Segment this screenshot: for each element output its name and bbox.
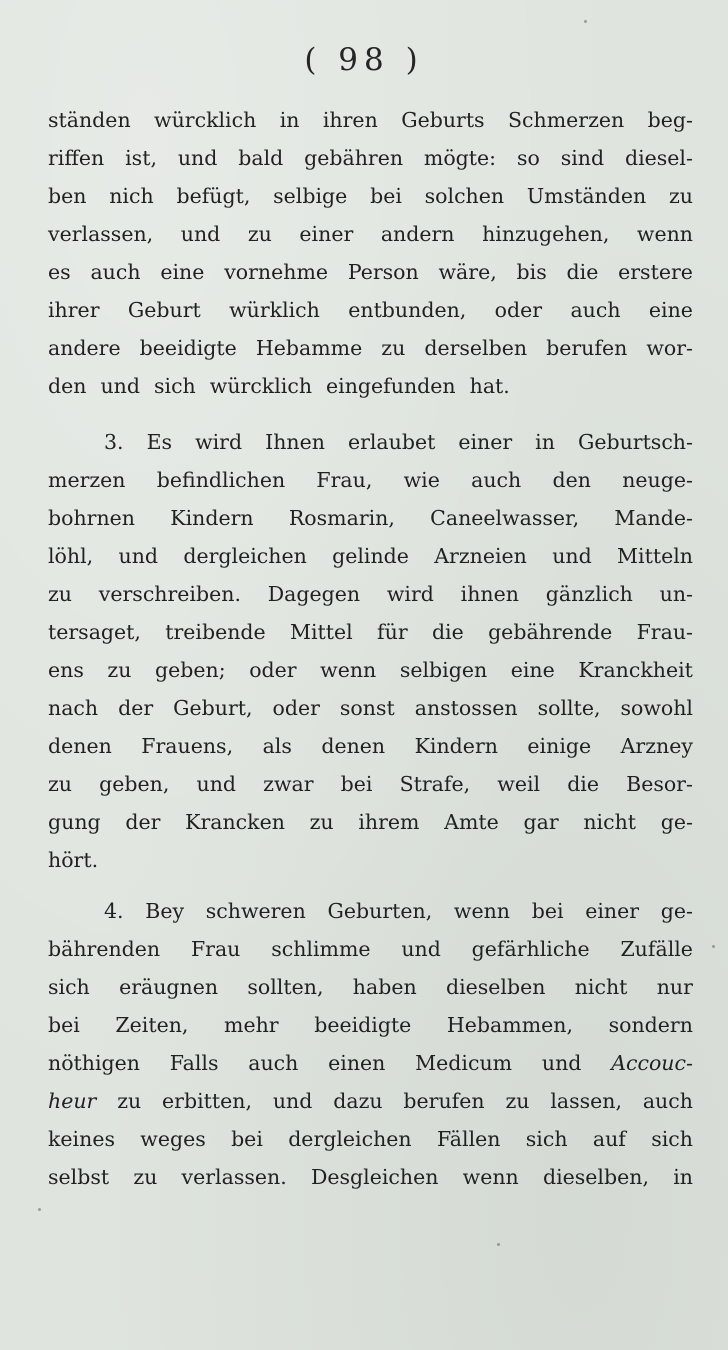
word: verlassen, — [48, 222, 154, 246]
word: verlassen. — [181, 1165, 287, 1189]
text-line — [48, 329, 693, 367]
word: und — [177, 146, 218, 170]
word: Kindern — [170, 506, 254, 530]
word: zu — [668, 184, 693, 208]
word: zwar — [263, 772, 314, 796]
word: mögte: — [423, 146, 497, 170]
word: Geburtsch- — [577, 430, 693, 454]
word: merzen — [48, 468, 126, 492]
word: Caneelwasser, — [430, 506, 580, 530]
text-line — [48, 765, 693, 803]
word: andere — [48, 336, 121, 360]
word: Desgleichen — [310, 1165, 439, 1189]
word: dazu — [333, 1089, 383, 1113]
word: und — [272, 1089, 313, 1113]
word: selbigen — [399, 658, 488, 682]
text-line — [48, 177, 693, 215]
word: tersaget, — [48, 620, 141, 644]
word: weil — [497, 772, 541, 796]
paper-speck — [584, 20, 587, 23]
word: keines — [48, 1127, 115, 1151]
word: denen — [321, 734, 386, 758]
word: Hebamme — [255, 336, 363, 360]
word: und — [118, 544, 159, 568]
word: einige — [527, 734, 592, 758]
word: als — [262, 734, 292, 758]
text-line — [48, 423, 693, 461]
word: ihren — [322, 108, 378, 132]
word: Ihnen — [265, 430, 325, 454]
word: erlaubet — [347, 430, 436, 454]
word: nich — [109, 184, 154, 208]
word: ge- — [660, 899, 693, 923]
word: Medicum — [415, 1051, 513, 1075]
word: sollte, — [537, 696, 601, 720]
word: der — [125, 810, 161, 834]
word: der — [118, 696, 154, 720]
word: sollten, — [247, 975, 324, 999]
word: nur — [656, 975, 693, 999]
word: und — [100, 374, 140, 398]
text-line — [48, 101, 693, 139]
word: ge- — [660, 810, 693, 834]
word: und — [541, 1051, 582, 1075]
word: dieselben — [445, 975, 546, 999]
word: löhl, — [48, 544, 94, 568]
word: Strafe, — [399, 772, 471, 796]
word: neuge- — [622, 468, 693, 492]
word: ihrer — [48, 298, 100, 322]
word: weges — [140, 1127, 206, 1151]
word: die — [567, 772, 599, 796]
word: zu — [48, 772, 73, 796]
word: sich — [48, 975, 90, 999]
word: geben; — [155, 658, 226, 682]
word: es — [48, 260, 71, 284]
word: wie — [403, 468, 440, 492]
word: selbige — [273, 184, 348, 208]
word: Zeiten, — [115, 1013, 189, 1037]
word: Person — [347, 260, 419, 284]
word: beeidigte — [139, 336, 237, 360]
word: gänzlich — [545, 582, 633, 606]
word: auch — [90, 260, 141, 284]
word: treibende — [165, 620, 266, 644]
word: beeidigte — [314, 1013, 412, 1037]
word: Geburt, — [173, 696, 253, 720]
word: wenn — [462, 1165, 519, 1189]
word: zu — [309, 810, 334, 834]
word: sich — [154, 374, 196, 398]
word: auch — [248, 1051, 299, 1075]
word: die — [431, 620, 464, 644]
word: Fällen — [436, 1127, 501, 1151]
word: ständen — [48, 108, 131, 132]
word: gebähren — [304, 146, 404, 170]
word: wenn — [320, 658, 377, 682]
text-line — [48, 651, 693, 689]
word: Frauens, — [141, 734, 234, 758]
word: Amte — [444, 810, 499, 834]
word: Arzneien — [434, 544, 527, 568]
word: Geburten, — [327, 899, 433, 923]
word: Mittel — [290, 620, 353, 644]
word: Arzney — [620, 734, 693, 758]
text-line — [48, 892, 693, 930]
text-line — [48, 1120, 693, 1158]
word: befindlichen — [156, 468, 286, 492]
text-line — [48, 1082, 693, 1120]
word: Hebammen, — [446, 1013, 574, 1037]
word: nach — [48, 696, 99, 720]
word: ben — [48, 184, 87, 208]
word: berufen — [403, 1089, 485, 1113]
text-line — [48, 689, 693, 727]
word: geben, — [99, 772, 170, 796]
text-line — [48, 537, 693, 575]
paper-speck — [38, 1208, 41, 1211]
word: hat. — [469, 374, 510, 398]
word: den — [48, 374, 87, 398]
word: oder — [494, 298, 543, 322]
word: anstossen — [414, 696, 518, 720]
word: nicht — [583, 810, 637, 834]
word: auch — [471, 468, 522, 492]
text-line — [48, 461, 693, 499]
word: bis — [516, 260, 547, 284]
word: dergleichen — [288, 1127, 412, 1151]
word: eine — [510, 658, 555, 682]
word: mehr — [224, 1013, 279, 1037]
word: dergleichen — [183, 544, 307, 568]
word: einer — [299, 222, 354, 246]
word: auf — [592, 1127, 626, 1151]
word: wenn — [636, 222, 693, 246]
word: auch — [570, 298, 621, 322]
word: Kranckheit — [578, 658, 693, 682]
word: diesel- — [624, 146, 693, 170]
word: einen — [328, 1051, 386, 1075]
word: befügt, — [176, 184, 251, 208]
word: zu — [107, 658, 132, 682]
text-line — [48, 367, 693, 405]
word: bährenden — [48, 937, 161, 961]
word: hinzugehen, — [482, 222, 610, 246]
word: in — [279, 108, 300, 132]
italic-word: heur — [48, 1089, 97, 1113]
word: Dagegen — [267, 582, 361, 606]
word: Geburts — [401, 108, 485, 132]
word: wäre, — [438, 260, 497, 284]
text-line — [48, 1158, 693, 1196]
word: und — [401, 937, 441, 961]
word: zu — [247, 222, 272, 246]
word: oder — [249, 658, 297, 682]
word: eräugnen — [119, 975, 219, 999]
word: Bey — [145, 899, 185, 923]
word: wird — [386, 582, 434, 606]
word: auch — [642, 1089, 693, 1113]
paragraph-continuation — [48, 101, 693, 405]
word: andern — [380, 222, 455, 246]
paper-speck — [712, 945, 715, 948]
word: den — [552, 468, 591, 492]
word: wor- — [646, 336, 693, 360]
word: würklich — [229, 298, 320, 322]
text-line — [48, 1044, 693, 1082]
word: ens — [48, 658, 84, 682]
word: zu — [505, 1089, 530, 1113]
section-number: 4. — [104, 899, 124, 923]
word: oder — [272, 696, 320, 720]
word: zu — [381, 336, 406, 360]
word: beg- — [647, 108, 693, 132]
word: bei — [531, 899, 564, 923]
paragraph-section-3 — [48, 423, 693, 879]
word: selbst — [48, 1165, 110, 1189]
word: erstere — [618, 260, 693, 284]
word: wird — [195, 430, 243, 454]
word: und — [180, 222, 221, 246]
word: eine — [648, 298, 693, 322]
word: entbunden, — [348, 298, 467, 322]
word: Mitteln — [617, 544, 693, 568]
word: schlimme — [271, 937, 371, 961]
word: berufen — [546, 336, 628, 360]
text-line — [48, 215, 693, 253]
word: ihnen — [460, 582, 519, 606]
word: und — [552, 544, 592, 568]
word: in — [535, 430, 555, 454]
word: denen — [48, 734, 112, 758]
word: sich — [651, 1127, 693, 1151]
word: gelinde — [332, 544, 409, 568]
text-line — [48, 253, 693, 291]
page-number: ( 98 ) — [304, 42, 424, 78]
word: Krancken — [185, 810, 285, 834]
word: sonst — [339, 696, 395, 720]
word: sich — [525, 1127, 568, 1151]
word: einer — [585, 899, 640, 923]
text-line — [48, 968, 693, 1006]
word: schweren — [205, 899, 306, 923]
word: Frau — [190, 937, 241, 961]
text-line — [48, 841, 693, 879]
text-line — [48, 291, 693, 329]
word: gefärhliche — [471, 937, 590, 961]
word: bei — [340, 772, 373, 796]
word: Es — [146, 430, 173, 454]
text-line — [48, 499, 693, 537]
word: eingefunden — [326, 374, 456, 398]
word: gung — [48, 810, 101, 834]
word: Frau- — [636, 620, 693, 644]
word: Rosmarin, — [288, 506, 395, 530]
word: un- — [659, 582, 693, 606]
word: wenn — [453, 899, 511, 923]
word: gar — [523, 810, 559, 834]
word: sind — [560, 146, 605, 170]
word: hört. — [48, 848, 99, 872]
word: und — [196, 772, 237, 796]
word: die — [566, 260, 599, 284]
word: Frau, — [316, 468, 373, 492]
word: bei — [48, 1013, 80, 1037]
text-line — [48, 613, 693, 651]
word: so — [516, 146, 540, 170]
word: Zufälle — [620, 937, 693, 961]
text-line — [48, 930, 693, 968]
text-line — [48, 575, 693, 613]
word: dieselben, — [542, 1165, 649, 1189]
section-number: 3. — [104, 430, 124, 454]
word: bald — [238, 146, 284, 170]
word: sondern — [608, 1013, 693, 1037]
word: zu — [48, 582, 73, 606]
word: eine — [160, 260, 205, 284]
word: lassen, — [550, 1089, 622, 1113]
word: ihrem — [358, 810, 420, 834]
word: bohrnen — [48, 506, 136, 530]
word: ist, — [125, 146, 157, 170]
text-line — [48, 139, 693, 177]
word: Geburt — [127, 298, 201, 322]
word: zu — [117, 1089, 142, 1113]
word: bei — [231, 1127, 263, 1151]
word: für — [377, 620, 408, 644]
word: sowohl — [620, 696, 693, 720]
word: nöthigen — [48, 1051, 140, 1075]
word: verschreiben. — [98, 582, 241, 606]
word: erbitten, — [162, 1089, 252, 1113]
word: Mande- — [614, 506, 693, 530]
word: bei — [370, 184, 402, 208]
word: haben — [352, 975, 417, 999]
word: würcklich — [209, 374, 313, 398]
word: in — [673, 1165, 693, 1189]
paper-speck — [497, 1243, 500, 1246]
text-line — [48, 727, 693, 765]
word: Schmerzen — [508, 108, 625, 132]
word: riffen — [48, 146, 105, 170]
word: solchen — [424, 184, 505, 208]
word: nicht — [574, 975, 628, 999]
word: Umständen — [526, 184, 647, 208]
word: Falls — [169, 1051, 219, 1075]
paragraph-section-4 — [48, 892, 693, 1196]
text-line — [48, 803, 693, 841]
word: zu — [133, 1165, 158, 1189]
word: vornehme — [224, 260, 329, 284]
word: Kindern — [414, 734, 498, 758]
word: Besor- — [626, 772, 693, 796]
word: würcklich — [154, 108, 257, 132]
italic-word: Accouc- — [611, 1051, 693, 1075]
word: derselben — [424, 336, 528, 360]
text-line — [48, 1006, 693, 1044]
word: einer — [458, 430, 513, 454]
word: gebährende — [488, 620, 613, 644]
